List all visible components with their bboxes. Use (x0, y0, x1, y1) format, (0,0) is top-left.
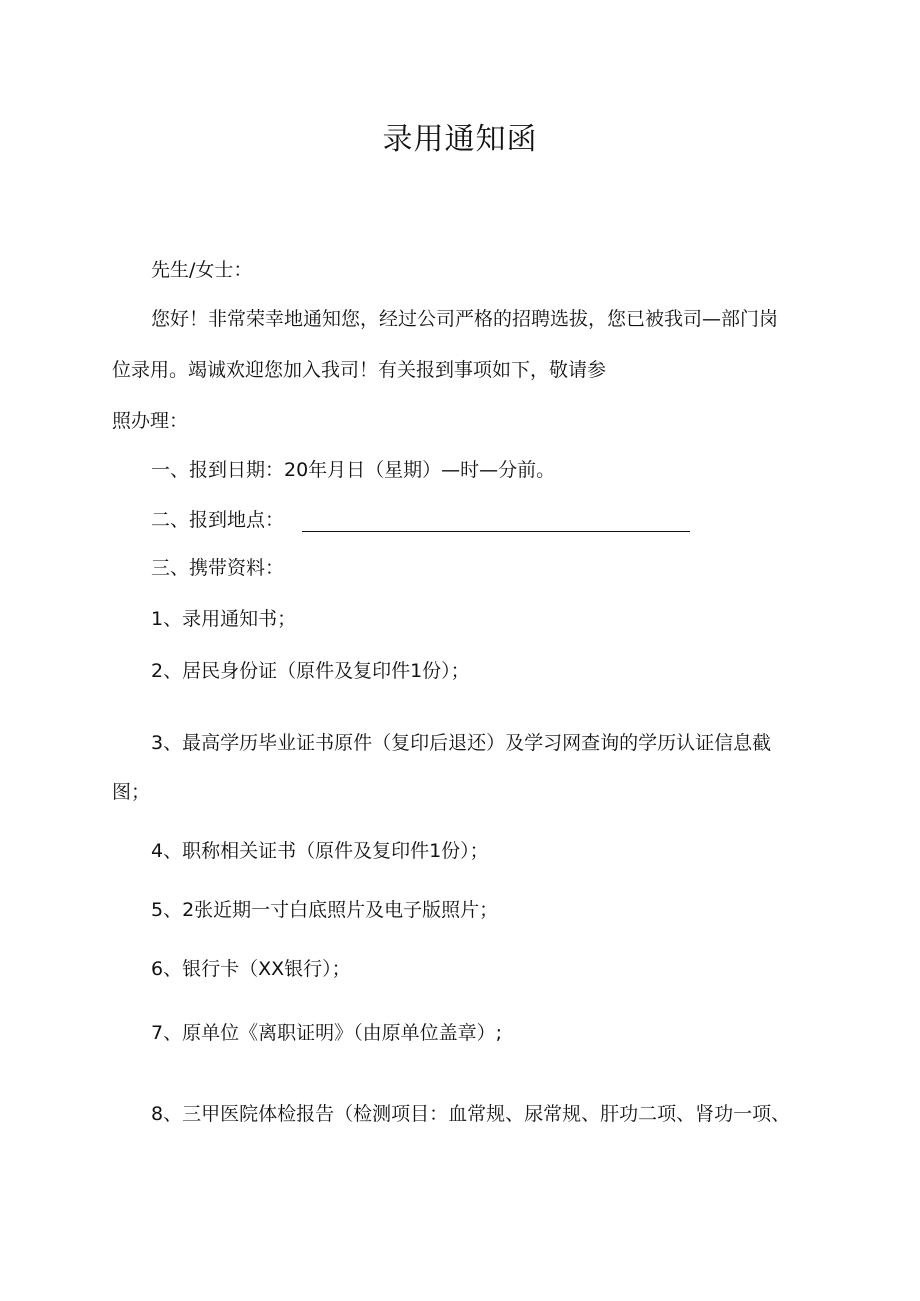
report-place-label: 二、报到地点： (151, 509, 285, 531)
intro-line-1: 您好！非常荣幸地通知您，经过公司严格的招聘选拔，您已被我司—部门岗 (151, 308, 779, 330)
material-item-6: 6、银行卡（XX银行）； (151, 958, 351, 980)
material-item-5: 5、2张近期一寸白底照片及电子版照片； (151, 899, 499, 921)
report-date: 一、报到日期：20年月日（星期）—时—分前。 (151, 459, 556, 481)
material-item-1: 1、录用通知书； (151, 608, 297, 630)
material-item-4: 4、职称相关证书（原件及复印件1份）； (151, 840, 489, 862)
material-item-3: 3、最高学历毕业证书原件（复印后退还）及学习网查询的学历认证信息截 (151, 732, 772, 754)
intro-line-3: 照办理： (112, 410, 189, 432)
material-item-3-continued: 图； (112, 781, 151, 803)
greeting: 先生/女士： (151, 259, 253, 281)
report-place-blank (302, 511, 690, 532)
intro-line-2: 位录用。竭诚欢迎您加入我司！有关报到事项如下，敬请参 (112, 359, 607, 381)
material-item-2: 2、居民身份证（原件及复印件1份）； (151, 660, 470, 682)
report-place (151, 508, 690, 532)
material-item-8: 8、三甲医院体检报告（检测项目：血常规、尿常规、肝功二项、肾功一项、 (151, 1103, 791, 1125)
material-item-7: 7、原单位《离职证明》（由原单位盖章）; (151, 1022, 502, 1044)
materials-heading: 三、携带资料： (151, 557, 285, 579)
page-title: 录用通知函 (382, 122, 538, 157)
